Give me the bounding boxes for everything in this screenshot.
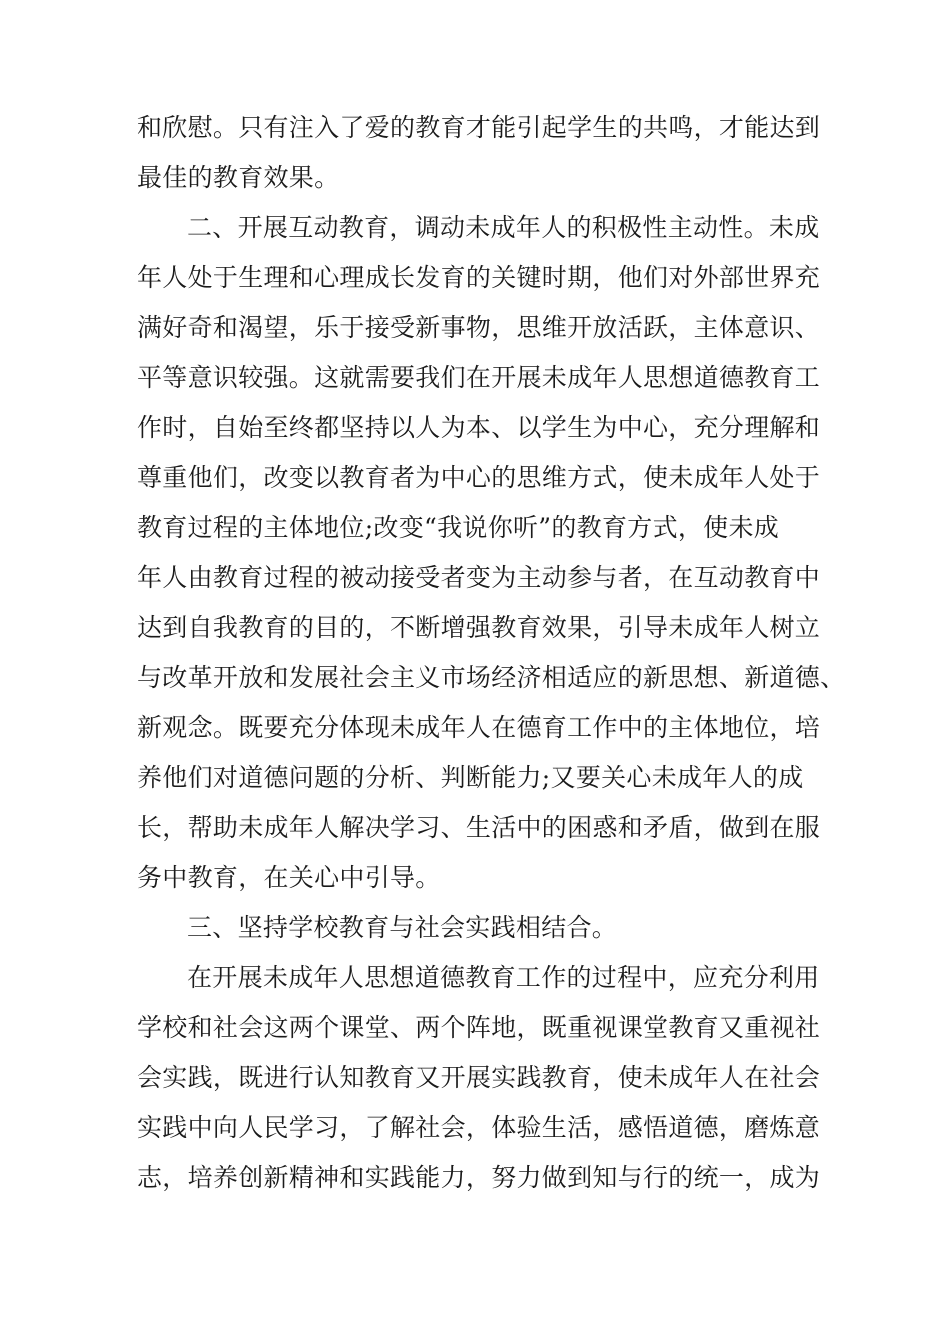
text-line-12: 与改革开放和发展社会主义市场经济相适应的新思想、新道德、: [137, 663, 846, 692]
text-line-6: 平等意识较强。这就需要我们在开展未成年人思想道德教育工: [137, 363, 821, 392]
text-line-19: 学校和社会这两个课堂、两个阵地，既重视课堂教育又重视社: [137, 1013, 821, 1042]
text-line-22: 志，培养创新精神和实践能力，努力做到知与行的统一，成为: [137, 1163, 821, 1192]
text-line-16: 务中教育，在关心中引导。: [137, 863, 441, 892]
text-line-1: 和欣慰。只有注入了爱的教育才能引起学生的共鸣，才能达到: [137, 113, 821, 142]
text-line-10: 年人由教育过程的被动接受者变为主动参与者，在互动教育中: [137, 563, 821, 592]
text-line-2: 最佳的教育效果。: [137, 163, 340, 192]
section-2-heading-line: 二、开展互动教育，调动未成年人的积极性主动性。未成: [187, 213, 820, 242]
text-line-4: 年人处于生理和心理成长发育的关键时期，他们对外部世界充: [137, 263, 821, 292]
paragraph-3-first-line: 在开展未成年人思想道德教育工作的过程中，应充分利用: [187, 963, 820, 992]
section-3-heading-line: 三、坚持学校教育与社会实践相结合。: [187, 913, 618, 942]
text-line-21: 实践中向人民学习，了解社会，体验生活，感悟道德，磨炼意: [137, 1113, 821, 1142]
text-line-20: 会实践，既进行认知教育又开展实践教育，使未成年人在社会: [137, 1063, 821, 1092]
text-line-11: 达到自我教育的目的，不断增强教育效果，引导未成年人树立: [137, 613, 821, 642]
text-line-5: 满好奇和渴望，乐于接受新事物，思维开放活跃，主体意识、: [137, 313, 821, 342]
text-line-9: 教育过程的主体地位;改变“我说你听”的教育方式，使未成: [137, 513, 780, 542]
text-line-8: 尊重他们，改变以教育者为中心的思维方式，使未成年人处于: [137, 463, 821, 492]
text-line-13: 新观念。既要充分体现未成年人在德育工作中的主体地位，培: [137, 713, 821, 742]
text-line-15: 长，帮助未成年人解决学习、生活中的困惑和矛盾，做到在服: [137, 813, 821, 842]
text-line-14: 养他们对道德问题的分析、判断能力;又要关心未成年人的成: [137, 763, 804, 792]
text-line-7: 作时，自始至终都坚持以人为本、以学生为中心，充分理解和: [137, 413, 821, 442]
